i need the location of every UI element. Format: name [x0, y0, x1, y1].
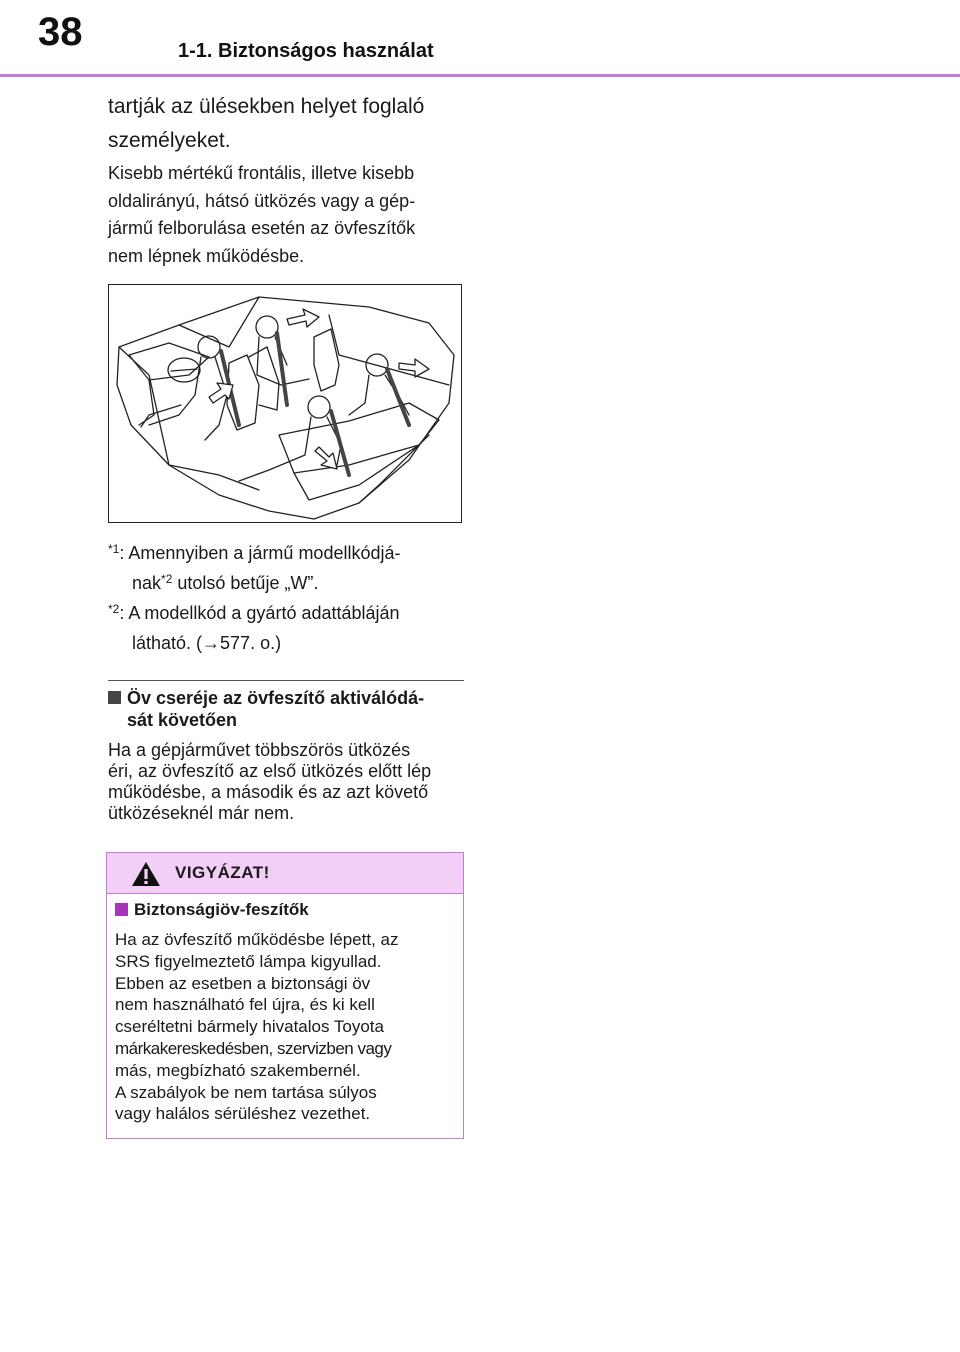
bullet-square-icon: [108, 691, 121, 704]
caution-subheading: [115, 900, 309, 920]
page-reference: látható. (→577. o.): [132, 633, 282, 653]
caution-line: vagy halálos sérüléshez vezethet.: [115, 1104, 371, 1124]
paragraph-line: nem lépnek működésbe.: [108, 245, 305, 266]
footnote-mark: *2: [161, 572, 173, 586]
footnote-text: nak: [132, 573, 162, 593]
warning-triangle-icon: [131, 861, 161, 887]
footnote-text: : A modellkód a gyártó adattábláján: [119, 603, 400, 623]
heading-line: Öv cseréje az övfeszítő aktiválódá-: [127, 688, 425, 708]
paragraph-line: jármű felborulása esetén az övfeszítők: [108, 218, 416, 238]
caution-line: A szabályok be nem tartása súlyos: [115, 1082, 377, 1102]
body-line: ütközéseknél már nem.: [108, 803, 295, 823]
body-line: működésbe, a második és az azt követő: [108, 782, 429, 802]
paragraph-line: oldalirányú, hátsó ütközés vagy a gép-: [108, 190, 416, 211]
bullet-square-icon: [115, 903, 128, 916]
section-divider: [108, 680, 464, 681]
caution-line: Ha az övfeszítő működésbe lépett, az: [115, 930, 399, 949]
caution-line: cseréltetni bármely hivatalos Toyota: [115, 1017, 384, 1037]
header-rule: [0, 74, 960, 77]
caution-box: [106, 852, 464, 1139]
heading-line: sát követően: [127, 710, 238, 730]
lead-line: tartják az ülésekben helyet foglaló: [108, 95, 425, 118]
section-title: 1-1. Biztonságos használat: [178, 40, 434, 62]
footnote-1: [108, 538, 468, 598]
caution-line: nem használható fel újra, és ki kell: [115, 995, 375, 1015]
footnote-mark: *2: [108, 602, 120, 616]
footnote-2: [108, 598, 468, 658]
paragraph-line: Kisebb mértékű frontális, illetve kisebb: [108, 163, 415, 183]
seatbelt-pretensioner-drawing: [109, 285, 460, 521]
section-heading: [108, 687, 468, 731]
footnote-text: : Amennyiben a jármű modellkódjá-: [119, 543, 401, 563]
caution-header: [107, 853, 463, 894]
caution-title: VIGYÁZAT!: [175, 863, 270, 882]
footnote-text: utolsó betűje „W”.: [172, 573, 319, 593]
footnote-mark: *1: [108, 542, 120, 556]
body-line: éri, az övfeszítő az első ütközés előtt lép: [108, 761, 432, 781]
lead-line: személyeket.: [108, 129, 231, 152]
caution-text: [115, 929, 457, 1125]
body-line: Ha a gépjárművet többszörös ütközés: [108, 740, 411, 760]
caution-line: márkakereskedésben, szervizben vagy: [115, 1038, 392, 1058]
car-interior-illustration: [108, 284, 462, 523]
caution-line: SRS figyelmeztető lámpa kigyullad.: [115, 951, 382, 971]
pretensioner-paragraph: [108, 160, 468, 270]
caution-line: más, megbízható szakembernél.: [115, 1060, 361, 1080]
caution-subheading-text: Biztonságiöv-feszítők: [134, 900, 309, 919]
lead-paragraph: [108, 90, 468, 158]
page-number: 38: [38, 10, 83, 54]
caution-line: Ebben az esetben a biztonsági öv: [115, 973, 371, 993]
section-body: [108, 740, 468, 824]
